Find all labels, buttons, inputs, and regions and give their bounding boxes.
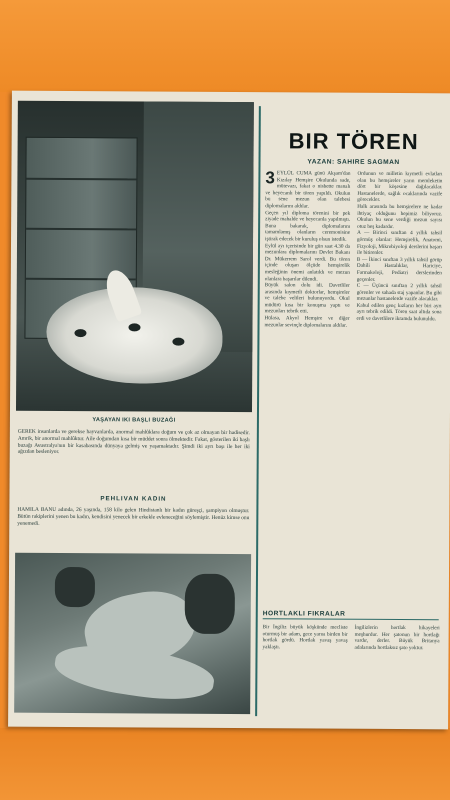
hortlak-column-2: İngilizlerin hortlak hikayeleri meşhurdur. Her şatonun bir hortlağı vardır, derler. Büyük Britanya adalarında hortlaksız şato yoktur. bbox=[354, 624, 440, 651]
paragraph: EYLÜL CUMA günü Akşam'dan Kızılay Hemşire Okulunda sade, mütevazı, fakat o nisbette manalı ve heyecanlı bir tören yapıldı. Okulun bu sene mezun olan talebesi diplomalarını aldılar. bbox=[265, 170, 351, 210]
article-column-1 bbox=[264, 170, 350, 329]
orange-backdrop-top bbox=[0, 0, 450, 92]
calf-eye bbox=[74, 329, 86, 337]
paragraph: Büyük salon dolu idi. Davetliler arasında kıymetli doktorlar, hemşireler ve talebe velileri bulunuyordu. Okul müdürü kısa bir konuşma yaptı ve mezunları tebrik etti. bbox=[264, 282, 350, 315]
pehlivan-story-text: HAMILA BANU adında, 26 yaşında, 158 kilo gelen Hindistanlı bir kadın güreşçi, şampiyon olmuştur. Bütün rakiplerini yenen bu kadın, kendisini yenecek bir erkekle evleneceğini söylemiştir. Henüz kimse onu yenemedi. bbox=[17, 506, 250, 527]
paragraph: A — Birinci sınıftan 4 yıllık tahsil görmüş olanlar: Hemşirelik, Anatomi, Fizyoloji, Mikrobiyoloji derslerini başarı ile bitirenler. bbox=[356, 230, 443, 257]
crate-slat bbox=[26, 178, 136, 181]
section-title-pehlivan-kadin: PEHLIVAN KADIN bbox=[100, 495, 167, 503]
drop-cap: 3 bbox=[265, 168, 275, 188]
paragraph: C — Üçüncü sınıftan 2 yıllık tahsil görenler ve sahada staj yapanlar. Bu gibi mezunlar hastanelerde vazife alacaklar. bbox=[356, 282, 442, 303]
paragraph: B — İkinci sınıftan 3 yıllık tahsil görüp Dahili Hastalıklar, Hariciye, Farmakoloji, Pediatri derslerinden geçenler. bbox=[356, 256, 442, 283]
left-column bbox=[14, 101, 254, 714]
article-byline bbox=[265, 158, 441, 166]
paragraph: Kabul edilen genç kızların her biri ayrı ayrı tebrik edildi. Tören saat altıda sona erdi ve davetlilere ikramda bulunuldu. bbox=[356, 302, 442, 323]
byline-prefix: YAZAN: bbox=[307, 158, 335, 166]
calf-eye bbox=[172, 338, 184, 346]
calf-story-text: GEREK insanlarda ve gerekse hayvanlarda, anormal mahlûklara doğum ve çok az olmayan bir hadisedir. Amrik, bir anormal mahlûktur. Aile doğumdan kısa bir müddet sonra ölmektedir. Fakat, gösterilen iki başlı buzağı Avustralya'nın bir kasabasında dünyaya gelmiş ve yaşamaktadır. Şimdi iki ayrı başı ile her iki ağızdan besleniyor. bbox=[17, 428, 250, 456]
paragraph: Ordunun ve milletin kıymetli evlatları olan bu hemşireler yarın memleketin dört bir köşesine dağılacaklar. Hastanelerde, sağlık ocaklarında vazife görecekler. bbox=[357, 170, 443, 204]
photo-spectators bbox=[185, 574, 235, 634]
crate-slat bbox=[26, 228, 136, 231]
article-column-2 bbox=[357, 171, 443, 323]
two-headed-calf-photo bbox=[16, 101, 254, 412]
photo-figure bbox=[55, 567, 95, 607]
section-title-hortlakli-fikralar: HORTLAKLI FIKRALAR bbox=[262, 610, 346, 618]
paragraph: Eylül ayı içerisinde bir gün saat 4.30 da mezunlara diplomalarını Devlet Bakanı Dr. Mükerrem Sarol verdi. Bu tören içinde oluşan ölçüde hemşirelik mesleğinin önemi anlatıldı ve mezun olanlara başarılar dilendi. bbox=[264, 242, 351, 283]
right-column bbox=[262, 102, 446, 715]
orange-backdrop-bottom bbox=[0, 728, 450, 800]
calf-eye bbox=[128, 323, 140, 331]
photo-caption: YAŞAYAN IKI BAŞLI BUZAĞI bbox=[92, 417, 176, 424]
wrestling-woman-photo bbox=[14, 553, 251, 714]
paragraph: Geçen yıl diploma törenini bir pek ziyade mahalde ve heyecanla yapılmıştı. Buna bakarak, diplomalarını tamamlamış olanların ceremonisine iştirak edecek bir kuruluş olsun istedik. bbox=[265, 209, 351, 243]
paragraph: Hülasa, Akyol Hemşire ve diğer mezunlar sevinçle diplomalarını aldılar. bbox=[264, 315, 350, 329]
magazine-page bbox=[8, 91, 450, 730]
hortlak-column-1: Bir İngiliz büyük köşkünde mecliste oturmuş bir adam, gece yarısı birden bir hortlak gördü. Hortlak yavaş yavaş yaklaştı. bbox=[262, 624, 348, 651]
column-divider bbox=[255, 106, 261, 716]
section-rule bbox=[263, 618, 439, 620]
article-title: BIR TÖREN bbox=[288, 128, 419, 155]
byline-author: SAHIRE SAGMAN bbox=[337, 158, 400, 167]
photo-opponent bbox=[52, 638, 217, 707]
paragraph: Halk arasında bu hemşirelere ne kadar ihtiyaç olduğunu hepimiz biliyoruz. Okulun bu sene verdiği mezun sayısı otuz beş kadardır. bbox=[357, 203, 443, 230]
